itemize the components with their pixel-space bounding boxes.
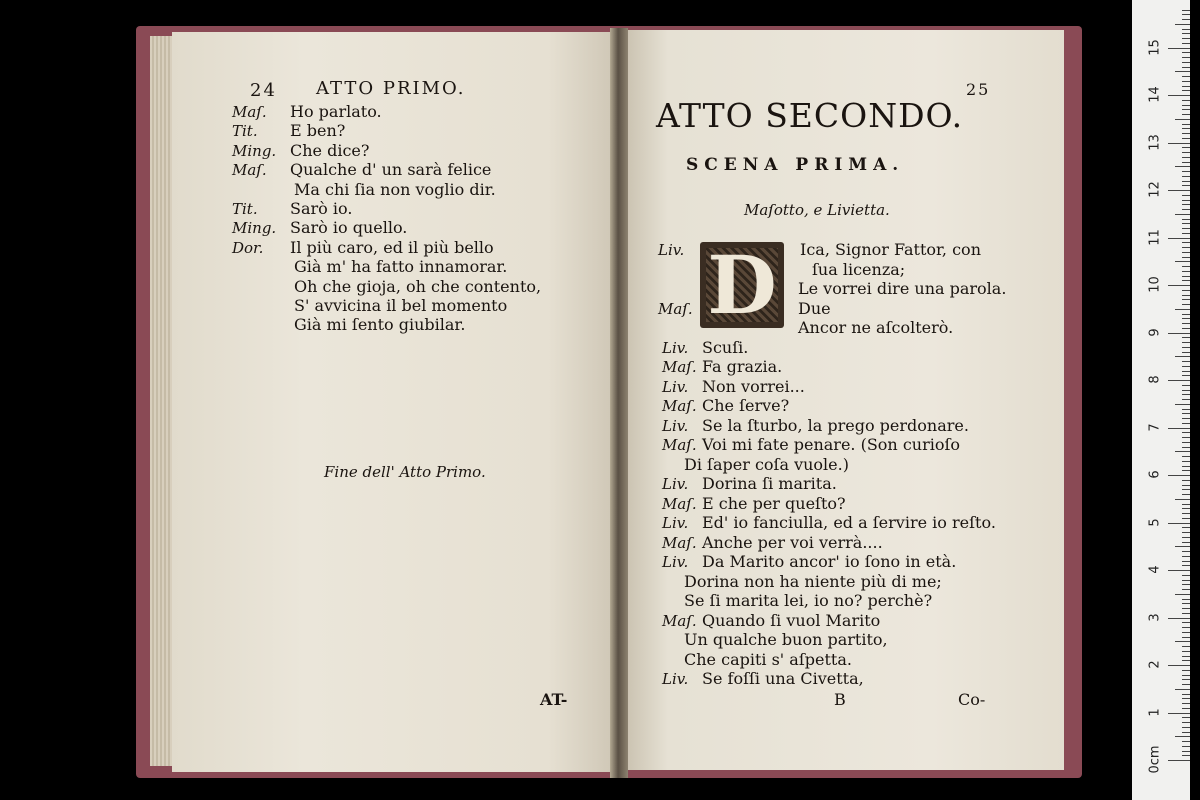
ruler-tick bbox=[1182, 124, 1190, 125]
ruler-tick bbox=[1182, 679, 1190, 680]
ruler-tick bbox=[1182, 81, 1190, 82]
ruler-tick bbox=[1168, 760, 1190, 761]
ruler-tick bbox=[1182, 694, 1190, 695]
page-edges bbox=[150, 36, 172, 766]
verse-line: Che dice? bbox=[290, 140, 370, 160]
speaker-label: Liv. bbox=[662, 416, 689, 435]
ruler-label: 2 bbox=[1147, 660, 1163, 669]
ruler-tick bbox=[1182, 314, 1190, 315]
speaker-label: Maſ. bbox=[232, 103, 267, 121]
ruler-tick bbox=[1175, 214, 1190, 215]
ruler-tick bbox=[1182, 542, 1190, 543]
ruler-label: 5 bbox=[1147, 517, 1163, 527]
verse-line: Ancor ne aſcolterò. bbox=[798, 318, 954, 337]
right-catchword: Co- bbox=[958, 690, 986, 709]
speaker-label: Liv. bbox=[662, 670, 689, 688]
verse-line: E ben? bbox=[290, 121, 346, 141]
ruler-tick bbox=[1182, 185, 1190, 186]
verse-line: Quando ſi vuol Marito bbox=[702, 610, 881, 630]
verse-line: Il più caro, ed il più bello bbox=[290, 237, 494, 257]
ruler-tick bbox=[1182, 670, 1190, 671]
speaker-label: Maſ. bbox=[662, 397, 697, 415]
ruler-tick bbox=[1182, 646, 1190, 647]
verse-line: Se la ſturbo, la prego perdonare. bbox=[702, 415, 969, 435]
ruler-tick bbox=[1182, 280, 1190, 281]
ruler-tick bbox=[1182, 755, 1190, 756]
ruler-tick bbox=[1182, 152, 1190, 153]
ruler-tick bbox=[1175, 499, 1190, 500]
ruler-tick bbox=[1182, 717, 1190, 718]
act-title: ATTO SECONDO. bbox=[656, 96, 964, 135]
verse-line: Dorina ſi marita. bbox=[702, 474, 837, 493]
scene-characters: Maſotto, e Livietta. bbox=[744, 201, 890, 219]
ruler-tick bbox=[1182, 751, 1190, 752]
ruler-label: 8 bbox=[1147, 375, 1163, 384]
verse-line: Due bbox=[798, 298, 831, 318]
ruler-tick bbox=[1182, 551, 1190, 552]
ruler-tick bbox=[1182, 480, 1190, 481]
verse-line: Se foſſi una Civetta, bbox=[702, 669, 864, 688]
book-gutter bbox=[610, 28, 628, 778]
verse-line: Già mi ſento giubilar. bbox=[294, 315, 466, 335]
ruler-tick bbox=[1182, 257, 1190, 258]
ruler-tick bbox=[1182, 575, 1190, 576]
ruler-tick bbox=[1182, 651, 1190, 652]
ruler-tick bbox=[1182, 19, 1190, 20]
ruler-tick bbox=[1182, 299, 1190, 300]
ruler-tick bbox=[1182, 157, 1190, 158]
right-page-number: 25 bbox=[966, 80, 991, 99]
ruler-tick bbox=[1182, 413, 1190, 414]
verse-line: Che ſerve? bbox=[702, 396, 790, 415]
ruler-tick bbox=[1182, 128, 1190, 129]
ruler-tick bbox=[1182, 622, 1190, 623]
ruler-tick bbox=[1182, 90, 1190, 91]
ruler-tick bbox=[1182, 352, 1190, 353]
ruler-tick bbox=[1182, 409, 1190, 410]
ruler-tick bbox=[1182, 513, 1190, 514]
ruler-tick bbox=[1182, 176, 1190, 177]
verse-line: Voi mi fate penare. (Son curioſo bbox=[702, 435, 961, 454]
verse-line: Da Marito ancor' io ſono in età. bbox=[702, 552, 957, 571]
verse-line: Ho parlato. bbox=[290, 102, 382, 121]
ruler-tick bbox=[1182, 375, 1190, 376]
ruler-label: 11 bbox=[1147, 228, 1163, 246]
ruler-tick bbox=[1175, 404, 1190, 405]
speaker-label: Liv. bbox=[662, 553, 689, 571]
ruler-tick bbox=[1182, 133, 1190, 134]
ruler-tick bbox=[1182, 252, 1190, 253]
verse-line: E che per queſto? bbox=[702, 493, 846, 513]
ruler-tick bbox=[1182, 114, 1190, 115]
ruler-tick bbox=[1168, 523, 1190, 524]
speaker-label: Dor. bbox=[232, 238, 264, 257]
ruler-tick bbox=[1175, 24, 1190, 25]
verse-line: Non vorrei... bbox=[702, 376, 805, 396]
ruler-tick bbox=[1182, 366, 1190, 367]
ruler-tick bbox=[1182, 470, 1190, 471]
ruler-tick bbox=[1182, 703, 1190, 704]
ruler-tick bbox=[1182, 43, 1190, 44]
verse-line: ſua licenza; bbox=[812, 259, 906, 279]
ruler-tick bbox=[1168, 665, 1190, 666]
speaker-label: Tit. bbox=[232, 200, 258, 218]
ruler-tick bbox=[1168, 713, 1190, 714]
speaker-label: Liv. bbox=[662, 377, 689, 396]
ruler-tick bbox=[1182, 33, 1190, 34]
speaker-label: Liv. bbox=[662, 338, 689, 357]
speaker-label: Maſ. bbox=[662, 494, 697, 513]
ruler-tick bbox=[1182, 361, 1190, 362]
ruler-tick bbox=[1168, 190, 1190, 191]
ruler-tick bbox=[1182, 162, 1190, 163]
ruler-label: 10 bbox=[1147, 276, 1163, 293]
speaker-label: Ming. bbox=[232, 141, 277, 160]
ruler-tick bbox=[1168, 475, 1190, 476]
ruler-tick bbox=[1182, 318, 1190, 319]
speaker-label: Maſ. bbox=[662, 611, 697, 630]
verse-line: Che capiti s' aſpetta. bbox=[684, 649, 852, 669]
left-catchword: AT- bbox=[540, 690, 568, 709]
ruler-tick bbox=[1182, 589, 1190, 590]
ruler-tick bbox=[1182, 347, 1190, 348]
ruler-tick bbox=[1175, 641, 1190, 642]
ruler-tick bbox=[1182, 537, 1190, 538]
ruler-tick bbox=[1182, 456, 1190, 457]
ruler-tick bbox=[1182, 295, 1190, 296]
ruler-tick bbox=[1175, 594, 1190, 595]
ruler-tick bbox=[1182, 527, 1190, 528]
ruler-tick bbox=[1182, 290, 1190, 291]
ruler-tick bbox=[1182, 608, 1190, 609]
ruler-tick bbox=[1182, 603, 1190, 604]
ruler-tick bbox=[1182, 209, 1190, 210]
ruler-tick bbox=[1182, 57, 1190, 58]
ruler-tick bbox=[1182, 195, 1190, 196]
ruler-tick bbox=[1182, 461, 1190, 462]
ruler-tick bbox=[1182, 660, 1190, 661]
ruler-label: 12 bbox=[1147, 181, 1163, 198]
verse-line: Un qualche buon partito, bbox=[684, 630, 888, 649]
ruler-tick bbox=[1182, 508, 1190, 509]
verse-line: Scuſi. bbox=[702, 337, 749, 357]
ruler-tick bbox=[1182, 242, 1190, 243]
verse-line: Ed' io fanciulla, ed a ſervire io reſto. bbox=[702, 513, 996, 532]
ruler-tick bbox=[1182, 637, 1190, 638]
speaker-label: Liv. bbox=[662, 514, 689, 532]
ruler-tick bbox=[1182, 442, 1190, 443]
ruler-tick bbox=[1182, 171, 1190, 172]
speaker-label: Maſ. bbox=[232, 161, 267, 180]
ruler-tick bbox=[1182, 466, 1190, 467]
ruler-tick bbox=[1182, 423, 1190, 424]
ruler-tick bbox=[1182, 228, 1190, 229]
ruler-tick bbox=[1182, 504, 1190, 505]
ruler-tick bbox=[1182, 675, 1190, 676]
ruler-tick bbox=[1168, 143, 1190, 144]
ruler-tick bbox=[1175, 736, 1190, 737]
speaker-label: Maſ. bbox=[658, 299, 693, 318]
ruler-tick bbox=[1182, 708, 1190, 709]
ruler-tick bbox=[1182, 741, 1190, 742]
ruler-tick bbox=[1182, 561, 1190, 562]
ruler-tick bbox=[1175, 119, 1190, 120]
verse-line: Se ſi marita lei, io no? perchè? bbox=[684, 591, 933, 610]
ruler-tick bbox=[1182, 698, 1190, 699]
ruler-tick bbox=[1175, 546, 1190, 547]
ruler-tick bbox=[1182, 746, 1190, 747]
ruler-tick bbox=[1182, 437, 1190, 438]
ruler-tick bbox=[1182, 29, 1190, 30]
ruler-tick bbox=[1182, 266, 1190, 267]
verse-line: Le vorrei dire una parola. bbox=[798, 279, 1007, 298]
ruler-tick bbox=[1182, 627, 1190, 628]
ruler-tick bbox=[1182, 584, 1190, 585]
ruler-tick bbox=[1175, 451, 1190, 452]
verse-line: Qualche d' un sarà felice bbox=[290, 160, 492, 180]
ruler-tick bbox=[1182, 565, 1190, 566]
ruler-tick bbox=[1182, 727, 1190, 728]
left-page-number: 24 bbox=[250, 80, 277, 101]
ruler-tick bbox=[1182, 489, 1190, 490]
ruler-tick bbox=[1182, 632, 1190, 633]
ruler-tick bbox=[1168, 380, 1190, 381]
ruler-tick bbox=[1168, 333, 1190, 334]
verse-line: Sarò io. bbox=[290, 199, 353, 218]
decorated-initial bbox=[700, 242, 784, 328]
ruler-tick bbox=[1182, 556, 1190, 557]
ruler-tick bbox=[1182, 14, 1190, 15]
ruler-tick bbox=[1175, 309, 1190, 310]
ruler-tick bbox=[1182, 62, 1190, 63]
speaker-label: Maſ. bbox=[662, 436, 697, 454]
ruler-tick bbox=[1182, 432, 1190, 433]
ruler-tick bbox=[1182, 494, 1190, 495]
ruler-tick bbox=[1168, 428, 1190, 429]
ruler-tick bbox=[1182, 385, 1190, 386]
ruler-tick bbox=[1182, 304, 1190, 305]
ruler-tick bbox=[1182, 328, 1190, 329]
ruler-tick bbox=[1182, 337, 1190, 338]
ruler-tick bbox=[1182, 247, 1190, 248]
ruler-tick bbox=[1168, 238, 1190, 239]
speaker-label: Maſ. bbox=[662, 533, 697, 552]
ruler-tick bbox=[1182, 223, 1190, 224]
ruler-tick bbox=[1182, 147, 1190, 148]
ruler-tick bbox=[1182, 276, 1190, 277]
ruler-tick bbox=[1182, 656, 1190, 657]
ruler-label: 15 bbox=[1147, 38, 1163, 56]
ruler-label: 13 bbox=[1147, 133, 1163, 151]
ruler-tick bbox=[1168, 285, 1190, 286]
ruler-tick bbox=[1182, 200, 1190, 201]
ruler-label: 0cm bbox=[1147, 745, 1163, 774]
ruler-tick bbox=[1182, 613, 1190, 614]
verse-line: Oh che gioja, oh che contento, bbox=[294, 276, 542, 296]
ruler-tick bbox=[1175, 689, 1190, 690]
ruler-label: 3 bbox=[1147, 612, 1163, 622]
ruler-tick bbox=[1182, 86, 1190, 87]
ruler-tick bbox=[1182, 684, 1190, 685]
ruler-tick bbox=[1182, 271, 1190, 272]
drop-cap-letter: D bbox=[707, 242, 777, 328]
ruler-tick bbox=[1182, 418, 1190, 419]
ruler-tick bbox=[1182, 52, 1190, 53]
ruler-tick bbox=[1168, 48, 1190, 49]
ruler-tick bbox=[1182, 38, 1190, 39]
ruler-tick bbox=[1182, 485, 1190, 486]
ruler-tick bbox=[1168, 618, 1190, 619]
ruler-label: 14 bbox=[1147, 86, 1163, 103]
ruler-tick bbox=[1182, 447, 1190, 448]
verse-line: Ica, Signor Fattor, con bbox=[800, 240, 981, 259]
ruler-tick bbox=[1175, 356, 1190, 357]
verse-line: Anche per voi verrà.... bbox=[702, 532, 883, 552]
ruler-tick bbox=[1168, 570, 1190, 571]
scene-title: SCENA PRIMA. bbox=[686, 155, 905, 175]
ruler-tick bbox=[1182, 204, 1190, 205]
verse-line: Dorina non ha niente più di me; bbox=[684, 571, 942, 591]
verse-line: Di ſaper coſa vuole.) bbox=[684, 454, 849, 474]
ruler-tick bbox=[1182, 580, 1190, 581]
ruler-tick bbox=[1182, 342, 1190, 343]
ruler-tick bbox=[1175, 261, 1190, 262]
ruler-label: 4 bbox=[1147, 565, 1163, 574]
ruler-label: 9 bbox=[1147, 327, 1163, 337]
ruler-tick bbox=[1175, 166, 1190, 167]
ruler-tick bbox=[1182, 394, 1190, 395]
ruler-tick bbox=[1182, 105, 1190, 106]
speaker-label: Tit. bbox=[232, 122, 258, 141]
ruler-tick bbox=[1182, 323, 1190, 324]
verse-line: Ma chi ſia non voglio dir. bbox=[294, 179, 496, 199]
ruler-tick bbox=[1182, 399, 1190, 400]
ruler-tick bbox=[1182, 219, 1190, 220]
speaker-label: Liv. bbox=[658, 241, 685, 259]
verse-line: Già m' ha fatto innamorar. bbox=[294, 257, 508, 277]
ruler-tick bbox=[1182, 722, 1190, 723]
verse-line: S' avvicina il bel momento bbox=[294, 296, 508, 315]
ruler-tick bbox=[1182, 109, 1190, 110]
speaker-label: Liv. bbox=[662, 475, 689, 493]
ruler-tick bbox=[1182, 10, 1190, 11]
left-running-head: ATTO PRIMO. bbox=[316, 78, 466, 99]
ruler-label: 1 bbox=[1147, 707, 1163, 717]
ruler-tick bbox=[1182, 76, 1190, 77]
ruler-label: 7 bbox=[1147, 422, 1163, 432]
ruler-tick bbox=[1168, 95, 1190, 96]
ruler-tick bbox=[1182, 181, 1190, 182]
verse-line: Sarò io quello. bbox=[290, 218, 408, 238]
ruler-tick bbox=[1182, 732, 1190, 733]
ruler-tick bbox=[1175, 71, 1190, 72]
ruler-tick bbox=[1182, 518, 1190, 519]
speaker-label: Maſ. bbox=[662, 358, 697, 376]
ruler-tick bbox=[1182, 138, 1190, 139]
ruler-tick bbox=[1182, 532, 1190, 533]
ruler-tick bbox=[1182, 390, 1190, 391]
speaker-label: Ming. bbox=[232, 219, 277, 238]
verse-line: Fa grazia. bbox=[702, 357, 783, 376]
ruler-tick bbox=[1182, 599, 1190, 600]
ruler-tick bbox=[1182, 233, 1190, 234]
end-of-act-note: Fine dell' Atto Primo. bbox=[324, 463, 486, 481]
ruler-tick bbox=[1182, 67, 1190, 68]
ruler-tick bbox=[1182, 100, 1190, 101]
signature-mark: B bbox=[834, 690, 846, 709]
ruler-tick bbox=[1182, 371, 1190, 372]
ruler-label: 6 bbox=[1147, 470, 1163, 479]
